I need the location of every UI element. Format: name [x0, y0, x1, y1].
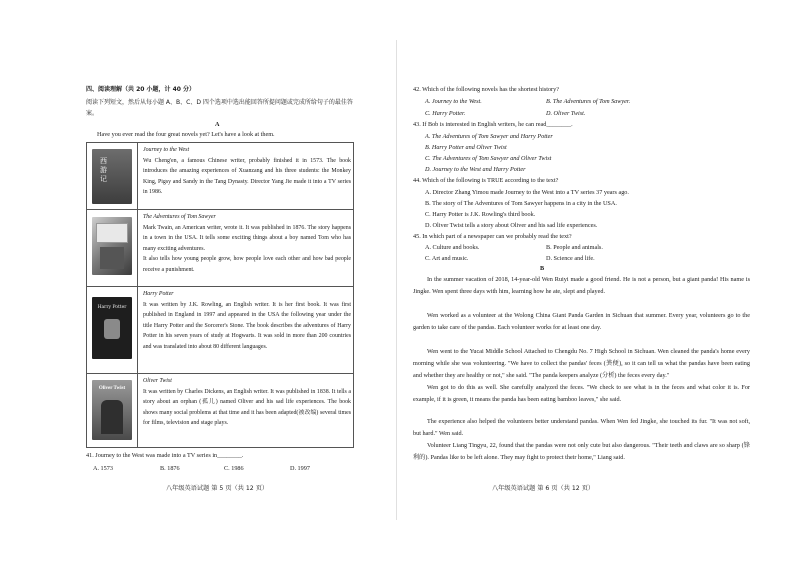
question-45-stem: 45. In which part of a newspaper can we probably read the text? [413, 233, 572, 240]
passage-b-paragraph: In the summer vacation of 2018, 14-year-old Wen Ruiyi made a good friend. He is not a person, but a giant panda! His name is Jingke. Wen spent three days with him, learning how he ate, slept and played. [413, 276, 750, 295]
question-41-option: B. 1876 [160, 465, 180, 472]
harry-potter-cover-text: Harry Potter [97, 305, 127, 310]
question-45-option: A. Culture and books. [425, 244, 480, 251]
section-heading: 四、阅读理解（共 20 小题，计 40 分） [86, 86, 196, 93]
question-44-option: A. Director Zhang Yimou made Journey to the West into a TV series 37 years ago. [425, 189, 629, 196]
oliver-twist-cover-text: Oliver Twist [98, 386, 126, 391]
right-page-footer: 八年级英语试题 第 6 页（共 12 页） [492, 485, 595, 492]
book-description: It was written by J.K. Rowling, an English writer. It is her first book. It was first published in England in 1997 and appeared in the USA the following year under the title Harry Potter and the Sorcerer's Stone. The book describes the adventures of Harry Potter in his seven years of study at Hogwarts. It was sold in more than 200 countries and was translated into about 80 different languages. [143, 301, 351, 350]
passage-b-paragraph: Wen got to do this as well. She carefully analyzed the feces. "We check to see what is in the feces and what color it is. For example, if it is green, it means the panda has been eating bamboo leaves," she said. [413, 384, 750, 403]
question-42-option: B. The Adventures of Tom Sawyer. [546, 98, 631, 105]
book-description: It also tells how young people grow, how people love each other and how bad people receive a punishment. [143, 256, 351, 273]
question-44-option: C. Harry Potter is J.K. Rowling's third book. [425, 211, 536, 218]
passage-b-paragraph: Wen worked as a volunteer at the Wolong China Giant Panda Garden in Sichuan that summer. Every year, volunteers go to the garden to take care of the pandas. Each volunteer works for at least one day. [413, 312, 750, 331]
question-43-option: D. Journey to the West and Harry Potter [425, 166, 526, 173]
journey-cover-text: 西游记 [100, 157, 107, 183]
question-45-option: B. People and animals. [546, 244, 603, 251]
question-42-stem: 42. Which of the following novels has the shortest history? [413, 86, 559, 93]
passage-a-label: A [215, 121, 220, 128]
question-43-stem: 43. If Bob is interested in English writers, he can read________. [413, 121, 573, 128]
question-42-option: A. Journey to the West. [425, 98, 482, 105]
book-title: The Adventures of Tom Sawyer [143, 214, 216, 220]
question-42-option: D. Oliver Twist. [546, 110, 586, 117]
question-42-option: C. Harry Potter. [425, 110, 466, 117]
book-description: It was written by Charles Dickens, an English writer. It was published in 1838. It tells a story about an orphan (孤儿) named Oliver and his sad life experiences. The book shows many social problems at that time and it has been adapted(被改编) several times for films, television and stage plays. [143, 388, 351, 426]
question-41-option: A. 1573 [93, 465, 113, 472]
question-43-option: C. The Adventures of Tom Sawyer and Oliver Twist [425, 155, 552, 162]
passage-b-paragraph: Volunteer Liang Tingyu, 22, found that the pandas were not only cute but also dangerous. "Their teeth and claws are so sharp (锋利的). Pandas like to be left alone. They may fight to protect their home," Liang said. [413, 442, 750, 461]
passage-b-paragraph: Wen went to the Yucai Middle School Attached to Chengdu No. 7 High School in Sichuan. Wen cleaned the panda's home every morning while she was volunteering. "We have to collect the pandas' feces (粪便), so it can tell us what the pandas have been eating and whether they are healthy or not," she said. "The panda keepers analyze (分析) the feces every day." [413, 348, 750, 379]
passage-b-label: B [540, 265, 545, 272]
book-description: Mark Twain, an American writer, wrote it. It was published in 1876. The story happens in a town in the USA. It tells some exciting things about a boy named Tom who has many exciting adventures. [143, 224, 351, 252]
book-description: Wu Cheng'en, a famous Chinese writer, probably finished it in 1573. The book introduces the amazing experiences of Xuanzang and his three students: the Monkey King, Pigsy and Sandy in the Tang Dynasty. Director Yang Jie made it into a TV series in 1986. [143, 157, 351, 195]
question-41-option: D. 1997 [290, 465, 310, 472]
book-title: Harry Potter [143, 291, 174, 297]
left-page-footer: 八年级英语试题 第 5 页（共 12 页） [166, 485, 269, 492]
passage-a-intro: Have you ever read the four great novels yet? Let's have a look at them. [97, 131, 275, 138]
question-43-option: B. Harry Potter and Oliver Twist [425, 144, 507, 151]
question-41-stem: 41. Journey to the West was made into a TV series in________. [86, 452, 244, 459]
book-title: Journey to the West [143, 147, 190, 153]
question-41-option: C. 1986 [224, 465, 244, 472]
question-45-option: D. Science and life. [546, 255, 595, 262]
book-title: Oliver Twist [143, 378, 172, 384]
question-44-stem: 44. Which of the following is TRUE according to the text? [413, 177, 559, 184]
question-45-option: C. Art and music. [425, 255, 469, 262]
question-43-option: A. The Adventures of Tom Sawyer and Harry Potter [425, 133, 553, 140]
passage-b-paragraph: The experience also helped the volunteers better understand pandas. When Wen fed Jingke, she touched its fur. "It was not soft, but hard." Wen said. [413, 418, 750, 437]
instructions: 阅读下列短文，然后从每小题 A、B、C、D 四个选项中选出能回答所提问题或完成所给句子的最佳答案。 [86, 99, 353, 117]
question-44-option: D. Oliver Twist tells a story about Oliver and his sad life experiences. [425, 222, 598, 229]
question-44-option: B. The story of The Adventures of Tom Sawyer happens in a city in the USA. [425, 200, 617, 207]
